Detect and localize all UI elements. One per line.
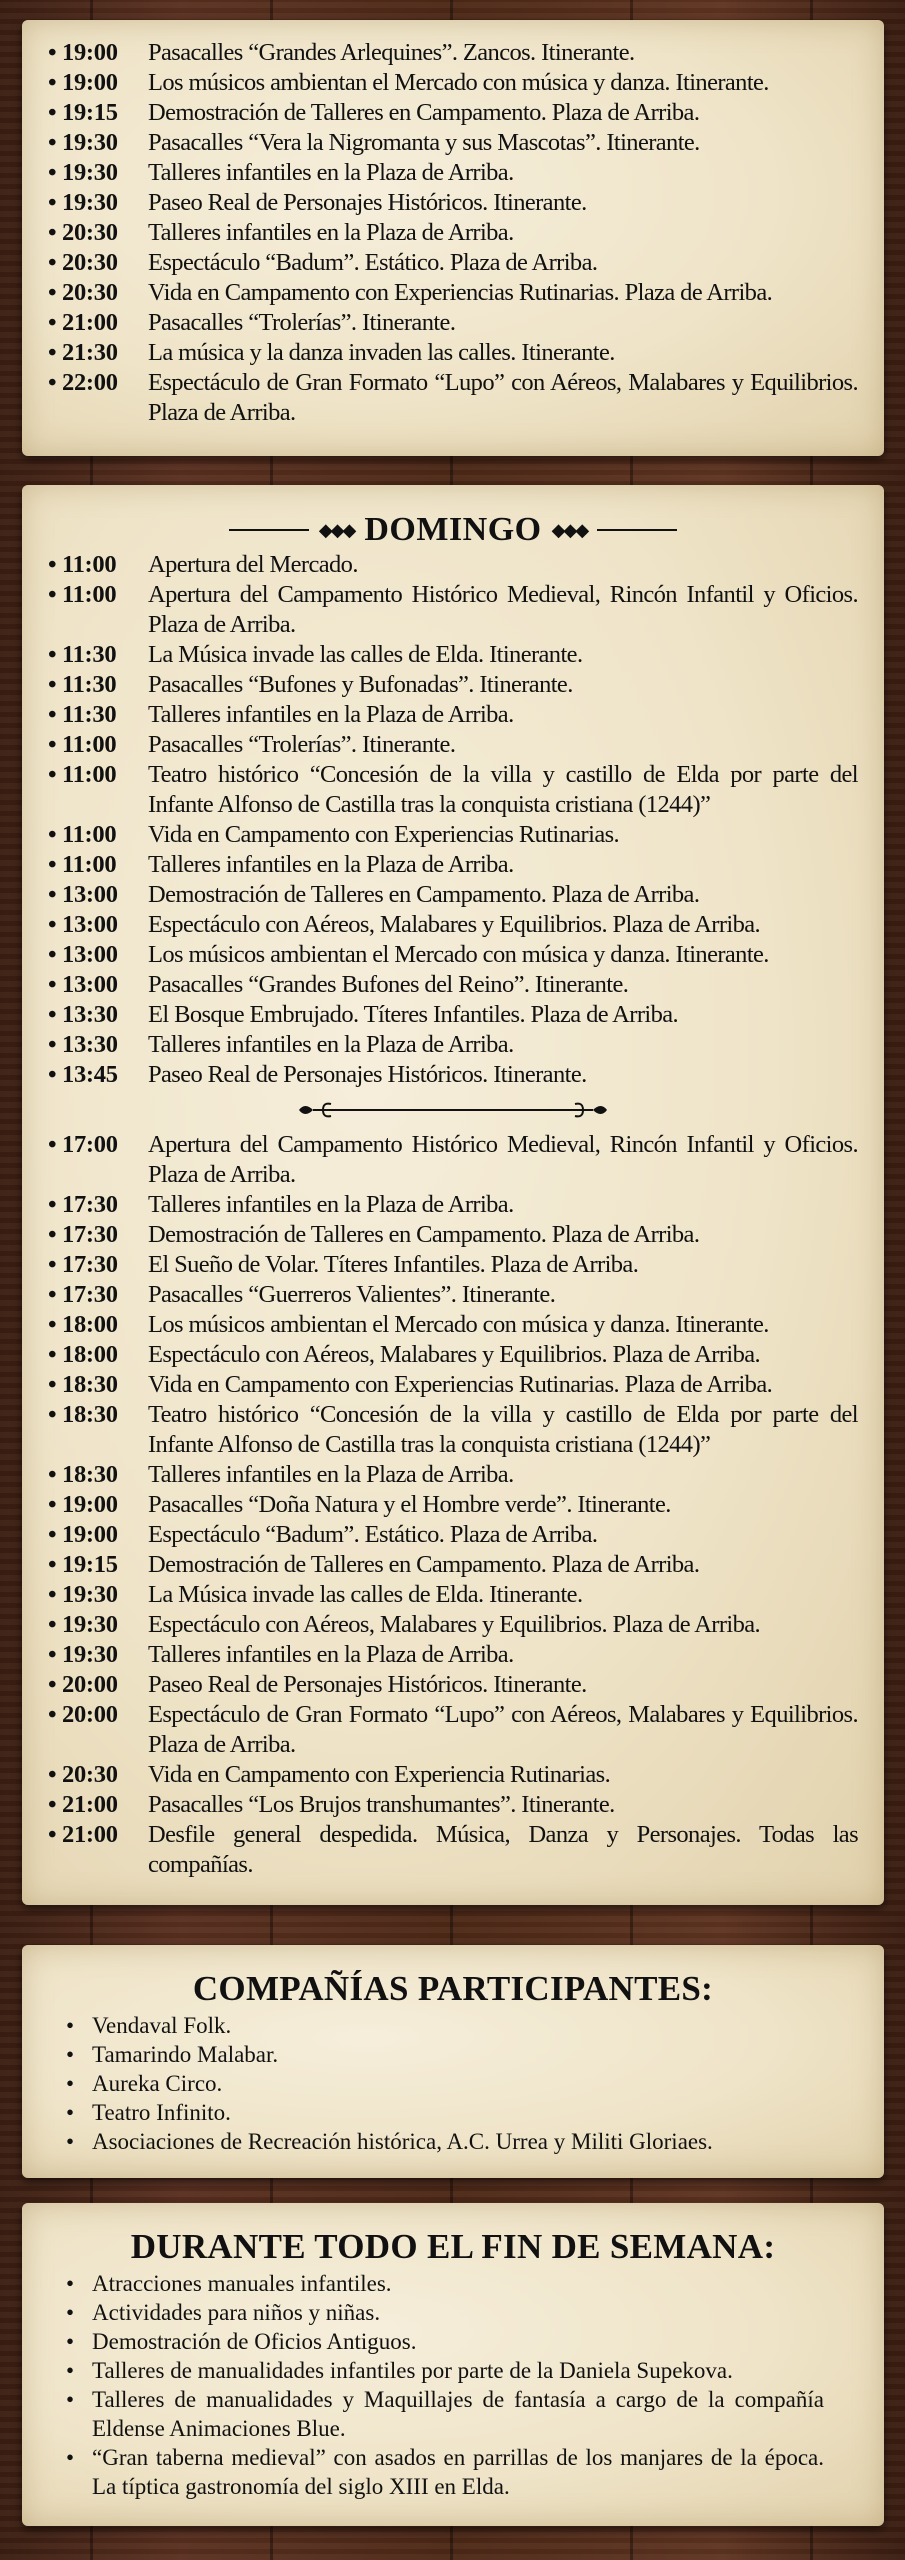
event-description: Espectáculo “Badum”. Estático. Plaza de Arriba. [148, 249, 598, 276]
event-time: 19:30 [62, 189, 118, 216]
bullet-icon: • [66, 2071, 75, 2096]
event-time: 19:30 [62, 1611, 118, 1638]
weekend-card [22, 2203, 884, 2526]
event-description: Apertura del Campamento Histórico Medieval, Rincón Infantil y Oficios. Plaza de Arriba. [148, 581, 858, 638]
event-description: El Bosque Embrujado. Títeres Infantiles. Plaza de Arriba. [148, 1001, 679, 1028]
scroll-ornament-icon [293, 1098, 613, 1122]
bullet-icon: • [48, 971, 56, 998]
event-time: 22:00 [62, 369, 118, 396]
bullet-icon: • [48, 339, 56, 366]
event-time: 17:30 [62, 1251, 118, 1278]
event-time: 18:30 [62, 1401, 118, 1428]
event-description: Pasacalles “Grandes Arlequines”. Zancos. Itinerante. [148, 39, 635, 66]
event-description: Talleres infantiles en la Plaza de Arriba. [148, 159, 514, 186]
event-time: 19:00 [62, 69, 118, 96]
event-description: Pasacalles “Trolerías”. Itinerante. [148, 731, 456, 758]
event-time: 13:45 [62, 1061, 118, 1088]
bullet-icon: • [48, 851, 56, 878]
list-item [22, 2356, 884, 2385]
event-description: Pasacalles “Doña Natura y el Hombre verde”. Itinerante. [148, 1491, 671, 1518]
bullet-icon: • [48, 1131, 56, 1158]
schedule-item [22, 1340, 884, 1370]
bullet-icon: • [48, 1701, 56, 1728]
bullet-icon: • [48, 129, 56, 156]
event-description: Pasacalles “Grandes Bufones del Reino”. Itinerante. [148, 971, 629, 998]
event-description: Pasacalles “Guerreros Valientes”. Itinerante. [148, 1281, 556, 1308]
event-description: Demostración de Talleres en Campamento. Plaza de Arriba. [148, 1551, 700, 1578]
bullet-icon: • [66, 2358, 75, 2383]
event-description: Espectáculo de Gran Formato “Lupo” con Aéreos, Malabares y Equilibrios. Plaza de Arriba. [148, 1701, 858, 1758]
bullet-icon: • [48, 731, 56, 758]
list-item [22, 2327, 884, 2356]
bullet-icon: • [48, 1791, 56, 1818]
bullet-icon: • [48, 881, 56, 908]
sunday-card [22, 485, 884, 1905]
event-description: Apertura del Mercado. [148, 551, 358, 578]
schedule-item [22, 1060, 884, 1090]
schedule-item [22, 248, 884, 278]
schedule-item [22, 1310, 884, 1340]
event-time: 20:00 [62, 1701, 118, 1728]
event-time: 19:30 [62, 1641, 118, 1668]
bullet-icon: • [48, 821, 56, 848]
saturday-evening-card [22, 20, 884, 456]
schedule-item [22, 1000, 884, 1030]
bullet-icon: • [48, 911, 56, 938]
event-description: Vida en Campamento con Experiencia Rutinarias. [148, 1761, 611, 1788]
ornament-rule [597, 529, 677, 531]
event-description: Talleres infantiles en la Plaza de Arriba. [148, 851, 514, 878]
event-time: 18:30 [62, 1371, 118, 1398]
bullet-icon: • [48, 1401, 56, 1428]
bullet-icon: • [48, 1251, 56, 1278]
bullet-icon: • [48, 1521, 56, 1548]
schedule-item [22, 278, 884, 308]
bullet-icon: • [48, 279, 56, 306]
event-time: 20:00 [62, 1671, 118, 1698]
bullet-icon: • [48, 1281, 56, 1308]
bullet-icon: • [48, 249, 56, 276]
event-description: La Música invade las calles de Elda. Itinerante. [148, 1581, 583, 1608]
sunday-afternoon-schedule [22, 1130, 884, 1880]
bullet-icon: • [66, 2042, 75, 2067]
event-description: Talleres infantiles en la Plaza de Arriba. [148, 701, 514, 728]
schedule-item [22, 1820, 884, 1880]
bullet-icon: • [66, 2300, 75, 2325]
list-item-text: Talleres de manualidades y Maquillajes de fantasía a cargo de la compañía Eldense Animaciones Blue. [92, 2387, 824, 2441]
event-time: 11:30 [62, 641, 117, 668]
bullet-icon: • [48, 159, 56, 186]
event-description: Talleres infantiles en la Plaza de Arriba. [148, 219, 514, 246]
ornament-rule [229, 529, 309, 531]
bullet-icon: • [48, 219, 56, 246]
event-description: Demostración de Talleres en Campamento. Plaza de Arriba. [148, 881, 700, 908]
event-description: Demostración de Talleres en Campamento. Plaza de Arriba. [148, 99, 700, 126]
schedule-item [22, 1280, 884, 1310]
bullet-icon: • [48, 1821, 56, 1848]
event-description: Paseo Real de Personajes Históricos. Itinerante. [148, 1671, 587, 1698]
event-time: 20:30 [62, 249, 118, 276]
list-item-text: Actividades para niños y niñas. [92, 2300, 381, 2325]
list-item [22, 2011, 884, 2040]
bullet-icon: • [48, 671, 56, 698]
section-divider [22, 1090, 884, 1130]
event-time: 18:30 [62, 1461, 118, 1488]
companies-card [22, 1945, 884, 2178]
event-time: 20:30 [62, 1761, 118, 1788]
event-time: 11:00 [62, 581, 117, 608]
event-time: 19:30 [62, 1581, 118, 1608]
event-time: 20:30 [62, 279, 118, 306]
bullet-icon: • [66, 2445, 75, 2470]
bullet-icon: • [48, 69, 56, 96]
bullet-icon: • [66, 2129, 75, 2154]
schedule-item [22, 1520, 884, 1550]
schedule-item [22, 670, 884, 700]
schedule-item [22, 308, 884, 338]
bullet-icon: • [48, 99, 56, 126]
event-description: Espectáculo de Gran Formato “Lupo” con Aéreos, Malabares y Equilibrios. Plaza de Arriba. [148, 369, 858, 426]
companies-list [22, 2011, 884, 2156]
event-description: Talleres infantiles en la Plaza de Arriba. [148, 1031, 514, 1058]
list-item [22, 2443, 884, 2501]
bullet-icon: • [66, 2387, 75, 2412]
event-time: 18:00 [62, 1341, 118, 1368]
schedule-item [22, 550, 884, 580]
list-item [22, 2127, 884, 2156]
bullet-icon: • [48, 1061, 56, 1088]
list-item [22, 2098, 884, 2127]
schedule-item [22, 700, 884, 730]
list-item-text: Demostración de Oficios Antiguos. [92, 2329, 417, 2354]
event-time: 13:00 [62, 911, 118, 938]
schedule-item [22, 1610, 884, 1640]
schedule-item [22, 188, 884, 218]
schedule-item [22, 850, 884, 880]
bullet-icon: • [48, 1341, 56, 1368]
bullet-icon: • [48, 641, 56, 668]
bullet-icon: • [48, 1611, 56, 1638]
schedule-item [22, 338, 884, 368]
schedule-item [22, 940, 884, 970]
schedule-item [22, 1700, 884, 1760]
bullet-icon: • [48, 551, 56, 578]
bullet-icon: • [66, 2329, 75, 2354]
bullet-icon: • [48, 369, 56, 396]
sunday-morning-schedule [22, 550, 884, 1090]
event-time: 13:00 [62, 971, 118, 998]
bullet-icon: • [48, 941, 56, 968]
event-time: 21:00 [62, 309, 118, 336]
event-description: Desfile general despedida. Música, Danza y Personajes. Todas las compañías. [148, 1821, 858, 1878]
event-description: Los músicos ambientan el Mercado con música y danza. Itinerante. [148, 69, 769, 96]
schedule-item [22, 1130, 884, 1190]
event-description: La música y la danza invaden las calles. Itinerante. [148, 339, 615, 366]
event-time: 17:30 [62, 1221, 118, 1248]
bullet-icon: • [48, 39, 56, 66]
event-time: 21:00 [62, 1791, 118, 1818]
event-description: Los músicos ambientan el Mercado con música y danza. Itinerante. [148, 941, 769, 968]
event-time: 17:00 [62, 1131, 118, 1158]
schedule-item [22, 1250, 884, 1280]
schedule-item [22, 1670, 884, 1700]
schedule-item [22, 1400, 884, 1460]
bullet-icon: • [48, 1581, 56, 1608]
event-time: 20:30 [62, 219, 118, 246]
event-time: 13:30 [62, 1001, 118, 1028]
schedule-item [22, 1460, 884, 1490]
schedule-item [22, 1370, 884, 1400]
event-description: Pasacalles “Vera la Nigromanta y sus Mascotas”. Itinerante. [148, 129, 700, 156]
event-time: 13:00 [62, 881, 118, 908]
event-description: Los músicos ambientan el Mercado con música y danza. Itinerante. [148, 1311, 769, 1338]
schedule-item [22, 1490, 884, 1520]
bullet-icon: • [48, 1461, 56, 1488]
event-description: Pasacalles “Los Brujos transhumantes”. Itinerante. [148, 1791, 615, 1818]
event-description: La Música invade las calles de Elda. Itinerante. [148, 641, 583, 668]
event-time: 11:30 [62, 671, 117, 698]
list-item-text: Atracciones manuales infantiles. [92, 2271, 392, 2296]
schedule-item [22, 820, 884, 850]
event-time: 21:00 [62, 1821, 118, 1848]
bullet-icon: • [48, 1641, 56, 1668]
bullet-icon: • [48, 761, 56, 788]
bullet-icon: • [48, 1761, 56, 1788]
event-description: Talleres infantiles en la Plaza de Arriba. [148, 1641, 514, 1668]
event-description: Espectáculo con Aéreos, Malabares y Equilibrios. Plaza de Arriba. [148, 1611, 761, 1638]
event-time: 11:00 [62, 551, 117, 578]
event-time: 17:30 [62, 1191, 118, 1218]
schedule-item [22, 1760, 884, 1790]
weekend-title: DURANTE TODO EL FIN DE SEMANA: [130, 2227, 776, 2266]
list-item [22, 2269, 884, 2298]
bullet-icon: • [48, 1221, 56, 1248]
event-description: Pasacalles “Bufones y Bufonadas”. Itinerante. [148, 671, 573, 698]
bullet-icon: • [48, 1551, 56, 1578]
list-item-text: Asociaciones de Recreación histórica, A.C. Urrea y Militi Gloriaes. [92, 2129, 713, 2154]
event-description: Paseo Real de Personajes Históricos. Itinerante. [148, 189, 587, 216]
bullet-icon: • [48, 1311, 56, 1338]
list-item-text: Aureka Circo. [92, 2071, 223, 2096]
event-time: 13:30 [62, 1031, 118, 1058]
event-time: 19:15 [62, 99, 118, 126]
schedule-item [22, 68, 884, 98]
schedule-item [22, 1550, 884, 1580]
bullet-icon: • [48, 1031, 56, 1058]
schedule-item [22, 1220, 884, 1250]
schedule-item [22, 970, 884, 1000]
schedule-item [22, 1190, 884, 1220]
event-description: Vida en Campamento con Experiencias Rutinarias. [148, 821, 620, 848]
schedule-item [22, 158, 884, 188]
event-description: Talleres infantiles en la Plaza de Arriba. [148, 1191, 514, 1218]
list-item [22, 2298, 884, 2327]
weekend-list [22, 2269, 884, 2501]
schedule-item [22, 38, 884, 68]
diamond-ornament-icon: ◆◆◆ [551, 519, 588, 540]
event-time: 19:15 [62, 1551, 118, 1578]
event-time: 17:30 [62, 1281, 118, 1308]
event-description: Pasacalles “Trolerías”. Itinerante. [148, 309, 456, 336]
schedule-item [22, 1030, 884, 1060]
bullet-icon: • [48, 701, 56, 728]
schedule-item [22, 760, 884, 820]
event-description: Espectáculo con Aéreos, Malabares y Equilibrios. Plaza de Arriba. [148, 1341, 761, 1368]
diamond-ornament-icon: ◆◆◆ [318, 519, 355, 540]
bullet-icon: • [66, 2271, 75, 2296]
event-description: Vida en Campamento con Experiencias Rutinarias. Plaza de Arriba. [148, 279, 773, 306]
event-time: 11:00 [62, 821, 117, 848]
schedule-item [22, 730, 884, 760]
event-description: Espectáculo “Badum”. Estático. Plaza de Arriba. [148, 1521, 598, 1548]
list-item-text: Tamarindo Malabar. [92, 2042, 279, 2067]
list-item [22, 2069, 884, 2098]
bullet-icon: • [48, 309, 56, 336]
schedule-item [22, 910, 884, 940]
schedule-item [22, 128, 884, 158]
event-description: Vida en Campamento con Experiencias Rutinarias. Plaza de Arriba. [148, 1371, 773, 1398]
event-time: 19:30 [62, 159, 118, 186]
event-time: 11:00 [62, 761, 117, 788]
list-item [22, 2385, 884, 2443]
sunday-title: DOMINGO [364, 511, 542, 548]
bullet-icon: • [48, 1491, 56, 1518]
bullet-icon: • [66, 2100, 75, 2125]
bullet-icon: • [48, 189, 56, 216]
event-time: 13:00 [62, 941, 118, 968]
companies-title: COMPAÑÍAS PARTICIPANTES: [192, 1969, 714, 2008]
list-item-text: Talleres de manualidades infantiles por parte de la Daniela Supekova. [92, 2358, 733, 2383]
event-time: 21:30 [62, 339, 118, 366]
list-item-text: Vendaval Folk. [92, 2013, 232, 2038]
event-time: 19:00 [62, 39, 118, 66]
event-time: 19:30 [62, 129, 118, 156]
event-time: 11:00 [62, 851, 117, 878]
event-description: Demostración de Talleres en Campamento. Plaza de Arriba. [148, 1221, 700, 1248]
list-item-text: Teatro Infinito. [92, 2100, 231, 2125]
list-item [22, 2040, 884, 2069]
schedule-item [22, 580, 884, 640]
schedule-item [22, 880, 884, 910]
schedule-item [22, 218, 884, 248]
schedule-item [22, 368, 884, 428]
event-time: 19:00 [62, 1521, 118, 1548]
event-description: Teatro histórico “Concesión de la villa y castillo de Elda por parte del Infante Alfonso de Castilla tras la conquista cristiana (1244)” [148, 761, 858, 818]
schedule-item [22, 98, 884, 128]
event-time: 11:00 [62, 731, 117, 758]
event-description: El Sueño de Volar. Títeres Infantiles. Plaza de Arriba. [148, 1251, 639, 1278]
event-time: 19:00 [62, 1491, 118, 1518]
event-description: Talleres infantiles en la Plaza de Arriba. [148, 1461, 514, 1488]
event-description: Paseo Real de Personajes Históricos. Itinerante. [148, 1061, 587, 1088]
bullet-icon: • [48, 581, 56, 608]
schedule-item [22, 640, 884, 670]
list-item-text: “Gran taberna medieval” con asados en parrillas de los manjares de la época. La típtica gastronomía del siglo XIII en Elda. [92, 2445, 824, 2499]
event-time: 11:30 [62, 701, 117, 728]
saturday-evening-schedule [22, 38, 884, 428]
sunday-heading [22, 510, 884, 550]
bullet-icon: • [48, 1191, 56, 1218]
event-description: Apertura del Campamento Histórico Medieval, Rincón Infantil y Oficios. Plaza de Arriba. [148, 1131, 858, 1188]
bullet-icon: • [48, 1671, 56, 1698]
event-description: Teatro histórico “Concesión de la villa y castillo de Elda por parte del Infante Alfonso de Castilla tras la conquista cristiana (1244)” [148, 1401, 858, 1458]
event-description: Espectáculo con Aéreos, Malabares y Equilibrios. Plaza de Arriba. [148, 911, 761, 938]
bullet-icon: • [66, 2013, 75, 2038]
bullet-icon: • [48, 1001, 56, 1028]
schedule-item [22, 1790, 884, 1820]
event-time: 18:00 [62, 1311, 118, 1338]
schedule-item [22, 1640, 884, 1670]
bullet-icon: • [48, 1371, 56, 1398]
schedule-item [22, 1580, 884, 1610]
